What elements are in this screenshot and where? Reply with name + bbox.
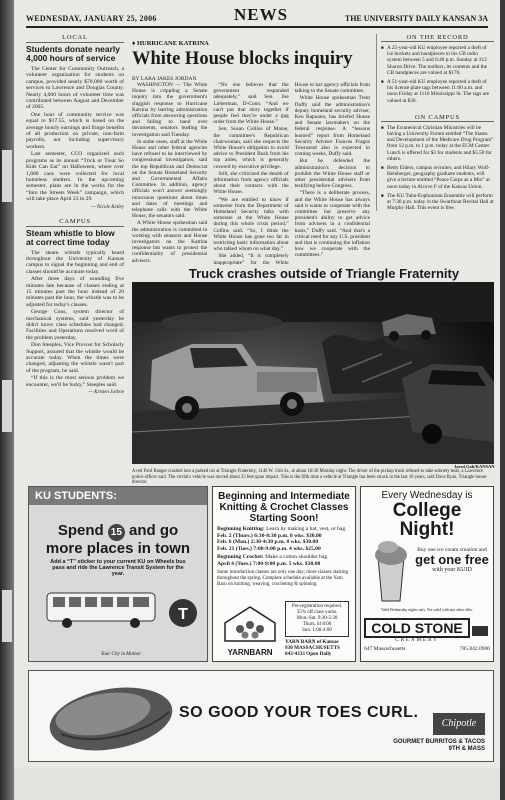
story-kicker: ♦ HURRICANE KATRINA xyxy=(132,40,209,47)
chipotle-tagline: GOURMET BURRITOS & TACOS 9TH & MASS xyxy=(393,739,485,752)
campus-body xyxy=(26,250,124,389)
story-headline: White House blocks inquiry xyxy=(132,49,353,69)
knitting-block: Beginning Knitting: Learn by making a hat, vest, or bag. Feb. 2 (Thurs.) 6:30-8:30 p.m. 8 wks. $30.00 Feb. 6 (Mon.) 2:30-4:30 p.m. 8 wks. $30.00 Feb. 21 (Tues.) 7:00-9:00 p.m. 4 wks. $25.00 xyxy=(217,526,347,552)
story-paragraph: “We are entitled to know if someone from the Department of Homeland Security talks with someone at the White House during this whole crisis period,” Collins said. “So, I think the White House has gone too far in restricting basic information about who talked whom on what day.” xyxy=(213,196,289,253)
campus-paragraph: Don Steeples, Vice Provost for Scholarly Support, assured that the whistle would be accurate today. When the times were changed, adjusting the whistle wasn't part of the program, he said. xyxy=(26,342,124,374)
prereg-box: Pre-registration required. 35% off class yarns. Mon.-Sat. 9:30-5:30 Thurs. til 8:00 Sun. 1:00-4:00 xyxy=(285,601,349,637)
local-headline: Students donate nearly 4,000 hours of service xyxy=(26,44,120,63)
crochet-block: Beginning Crochet: Make a cotton shoulder bag. April 4 (Tues.) 7:00-9:00 p.m. 5 wks. $30.00 xyxy=(217,554,329,567)
transit-ad-bar: KU STUDENTS: xyxy=(29,487,207,505)
bus-icon xyxy=(29,579,207,643)
transit-ad xyxy=(28,486,208,662)
kansas-map-icon xyxy=(470,621,490,641)
campus-paragraph: George Cons, system director of mechanical systems, said yesterday he didn't know class schedules had changed. Facilities and Operations resolved word of the problem yesterday. xyxy=(26,309,124,341)
campus-headline: Steam whistle to blow at correct time today xyxy=(26,227,115,247)
photo-caption: A red Ford Ranger crashed into a parked car at Triangle Fraternity, 1146 W. 11th St., at about 10:30 Monday night. The driver of the pickup truck refused to take sobriety tests, a Lawrence police officer said. The victim's vehicle was moved about 25 feet upon impact. This is the fifth time a vehicle at Triangle has been struck in the last 10 years, said Dave Ryan, Triangle house director. xyxy=(132,469,487,486)
newspaper-page xyxy=(14,0,500,800)
transit-ad-headline: Spend 15 and go more places in town xyxy=(45,522,191,557)
campus-paragraph: After three days of sounding five minutes late because of classes ending at 15 minutes past the hour instead of 20 minutes past the hour, the whistle was to be adjusted for today's classes. xyxy=(26,276,124,308)
local-label: LOCAL xyxy=(26,34,124,43)
campus-paragraph: The steam whistle typically heard throughout the University of Kansas campus to signal the beginning and end of classes should be accurate today. xyxy=(26,249,124,275)
svg-text:T: T xyxy=(178,606,188,623)
burrito-icon xyxy=(41,674,181,760)
local-body xyxy=(26,66,124,203)
story-byline: BY LARA JAKES JORDAN xyxy=(132,76,197,82)
chipotle-logo: Chipotle xyxy=(433,713,485,735)
coldstone-line2: College Night! xyxy=(392,500,462,540)
transit-ad-footer: Your City in Motion xyxy=(101,652,141,657)
story-paragraph: In some cases, staff at the White House and other federal agencies have refused to be interviewed by congressional investigators, said the top Republican and Democrat on the Senate Homeland Security and Governmental Affairs Committee. In addition, agency officials won't answer seemingly innocuous questions about times and dates of meetings and telephone calls with the White House, the senators said. xyxy=(132,138,208,220)
coldstone-contact: 647 Massachusetts 785.842.0900 xyxy=(364,646,490,652)
coldstone-offer: Buy one ice cream creation and get one free with your KUID xyxy=(415,547,489,573)
cold-stone-ad xyxy=(360,486,494,662)
campus-signature: — Kristen Jarboe xyxy=(88,390,124,396)
on-campus-label: ON CAMPUS xyxy=(381,114,494,122)
story-paragraph: Sen. Susan Collins of Maine, the committee's Republican chairwoman, said she respects the White House's obligation to avoid advice to President Bush from his top aides, which is generally covered by executive privilege. xyxy=(213,126,289,170)
chipotle-slogan: SO GOOD YOUR TOES CURL. xyxy=(179,704,419,721)
yarn-shop-info: YARN BARN of Kansas 930 MASSACHUSETTS 843-4333 Open Daily xyxy=(285,639,340,657)
coldstone-logo: COLD STONE CREAMERY xyxy=(364,618,490,643)
local-paragraph: One hour of community service was equal to $17.55, which is based on the average hourly earnings and fringe benefits of all production on private, non-farm payrolls, not including supervisory workers. xyxy=(26,111,124,150)
crash-photo xyxy=(132,282,494,464)
yarn-note: Some introduction classes are only one day; more classes starting throughout the spring. Complete schedule available at the Yarn Barn on knitting, weaving, crocheting & spinning. xyxy=(217,569,348,587)
barn-icon xyxy=(220,603,280,643)
crash-photo-illustration xyxy=(132,282,494,464)
yarn-barn-ad xyxy=(212,486,356,662)
campus-paragraph: “If this is the most serious problem we encounter, we'll be lucky,” Steeples said. xyxy=(26,375,124,388)
adjacent-page-strip xyxy=(0,0,14,800)
story-paragraph: White House spokesman Trent Duffy said the administration's deputy homeland security adviser, Ken Rapuano, has briefed House and Senate lawmakers on the federal response. A “lessons learned” report from Homeland Security Adviser Frances Fragos Townsend also is expected in coming weeks, Duffy said. xyxy=(294,95,370,158)
story-paragraph: A White House spokesman said the administration is committed to working with senators and House investigators on the Katrina response but wants to protect the confidentiality of presidential advisers. xyxy=(132,220,208,264)
yarn-barn-logo: YARNBARN xyxy=(219,603,281,657)
page-bottom-margin xyxy=(14,768,500,800)
section-name: NEWS xyxy=(234,5,289,24)
chipotle-ad xyxy=(28,670,494,762)
transit-ad-details: Add a “T” sticker to your current KU on Wheels bus pass and ride the Lawrence Transit System for the year. xyxy=(50,559,186,577)
left-briefs-column xyxy=(26,34,124,395)
yarn-ad-title: Beginning and Intermediate Knitting & Crochet Classes Starting Soon! xyxy=(218,491,350,524)
right-briefs-column xyxy=(376,34,494,211)
local-signature: — Nicole Kelley xyxy=(91,204,124,210)
brief-item: ■ A 25-year-old KU employee reported a theft of ice buckets and handpieces to his CB radio system between 5 and 6:40 p.m. Sunday at 312 Sharon Drive. The toolbox, its contents and the CB handpieces are valued at $170. xyxy=(381,45,494,76)
price-badge: 15 xyxy=(108,524,125,541)
issue-date: WEDNESDAY, JANUARY 25, 2006 xyxy=(26,14,157,23)
brief-item: ■ A 51-year-old KU employee reported a theft of his license plate tags between 11:00 a.m. and noon Friday at 1110 Mississippi St. The tags are valued at $30. xyxy=(381,79,494,104)
story-paragraph: “There is a deliberate process, and the White House has always said it wants to cooperate with the committee but preserve any president's ability to get advice from advisers in a confidential basis,” Duffy said. “And that's a critical need for any U.S. president and that is continuing the inflation how we cooperate with the committees.” xyxy=(294,190,370,259)
photo-headline: Truck crashes outside of Triangle Fraternity xyxy=(188,266,460,281)
story-paragraph: “No one believes that the government responded adequately,” said Sen. Joe Lieberman, D-Conn. “And we can't put that story together if people feel they're under a gag order from the White House.” xyxy=(213,82,289,126)
brief-item: ■ Betty Elders, campus recruiter, and Hilary Wolf-Heinberger, geography graduate students, will give a lecture entitled “Peace Corps as a Mix” at noon today in Alcove F of the Kansas Union. xyxy=(381,165,494,190)
story-paragraph: WASHINGTON — The White House is crippling a Senate inquiry into the government's sluggish response to Hurricane Katrina by barring administration officials from answering questions and failing to hand over documents, senators leading the investigation said Tuesday. xyxy=(132,82,208,138)
story-paragraph: She added, “It is completely inappropriate” for the White House to bar agency officials from talking to the Senate committee. xyxy=(213,82,370,266)
story-paragraph: But he defended the administration's decision to prohibit the White House staff or other presidential advisers from testifying before Congress. xyxy=(294,158,370,190)
photo-credit: Jared Gab/KANSAN xyxy=(454,464,495,469)
story-paragraph: Still, she criticized the dearth of information from agency officials about their contacts with the White House. xyxy=(213,170,289,196)
coldstone-fine-print: Valid Wednesday nights only. Not valid with any other offer. xyxy=(381,608,473,612)
page-header xyxy=(26,6,488,28)
campus-label: CAMPUS xyxy=(26,218,124,227)
brief-item: ■ The KU Tuba-Euphonium Ensemble will perform at 7:30 p.m. today in the Swarthout Recital Hall at Murphy Hall. This event is free. xyxy=(381,193,494,212)
on-the-record-label: ON THE RECORD xyxy=(381,34,494,42)
local-paragraph: The Center for Community Outreach, a volunteer organization for students on campus, provided nearly $70,000 worth of services to Lawrence and Douglas County. Nearly 4,000 hours of volunteer time was contributed between August and December of 2005. xyxy=(26,66,124,111)
paper-name: THE UNIVERSITY DAILY KANSAN 3A xyxy=(344,14,488,23)
story-body xyxy=(132,82,370,268)
local-paragraph: Last semester, CCO organized such programs as its annual “Trick or Treat So Kids Can Eat” on Halloween, where over 1,600 cans were collected for local homeless shelters. In the upcoming semester, plans are in the works for the “Into the Streets Week” campaign, which will take place April 23 to 29. xyxy=(26,151,124,203)
coldstone-line1: Every Wednesday is xyxy=(381,490,473,501)
brief-item: ■ The Ecumenical Christian Ministries will be having a University Forum entitled “The Status and Development of the Medicare Drug Program” from 12 p.m. to 1 p.m. today at the ECM Center. Lunch is offered for $3 for students and $5.50 for others. xyxy=(381,125,494,162)
